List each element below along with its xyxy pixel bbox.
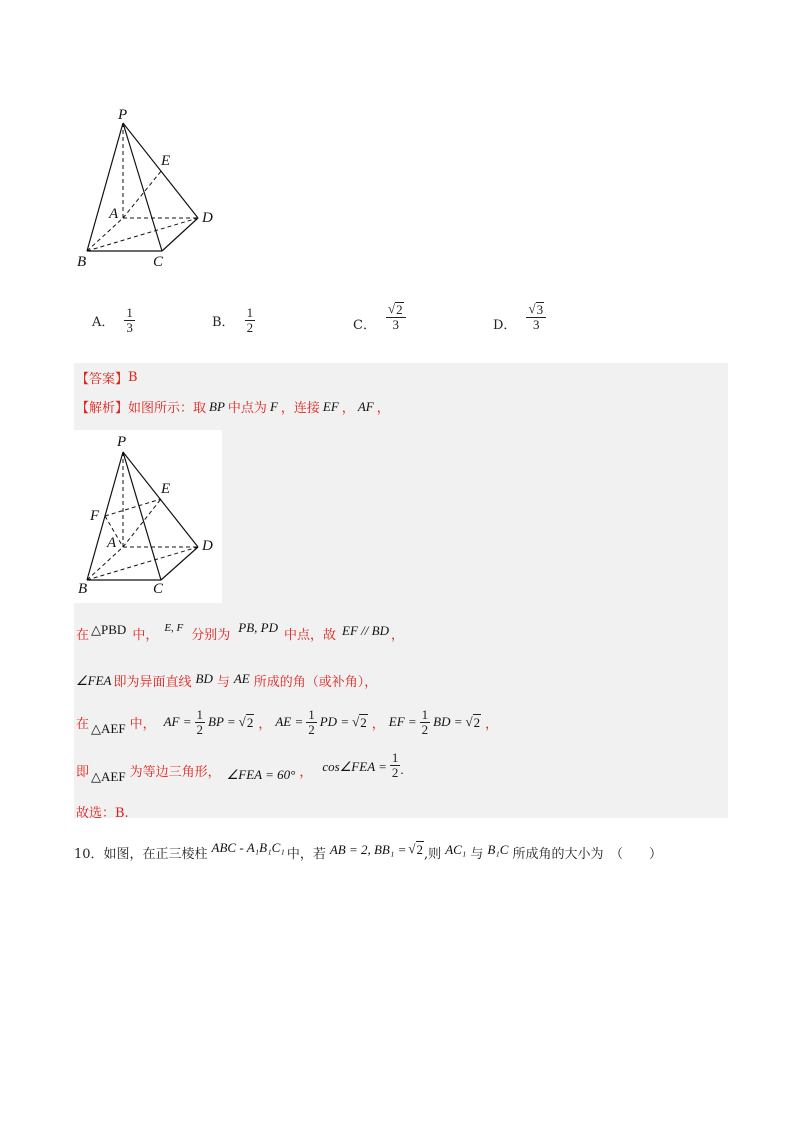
solution-line-3: 在 △AEF 中， AF = $\frac{1}{2}$ BP = √ 2 ， AE = $\frac{1}{2}$ PD = √ 2 ， EF = $\frac{1}{2}$ BD = √ 2 ， — [76, 706, 499, 737]
fraction: $\frac{1}{3}$ — [126, 305, 133, 335]
fraction: √ 3 3 — [526, 302, 546, 332]
option-letter: A． — [92, 315, 115, 330]
option-d[interactable] — [493, 300, 546, 333]
option-b[interactable] — [212, 306, 255, 335]
label-b: B — [77, 254, 87, 270]
label-d: D — [202, 538, 213, 554]
solution-line-4: 即 △AEF 为等边三角形， ∠FEA = 60° ， cos∠FEA = $\frac{1}{2}$ . — [76, 749, 404, 784]
answer-line — [76, 368, 138, 387]
label-a: A — [107, 535, 117, 551]
option-a[interactable] — [92, 306, 135, 335]
label-f: F — [90, 508, 100, 524]
fraction: $\frac{1}{2}$ — [246, 305, 254, 335]
label-d: D — [202, 210, 213, 226]
option-c[interactable] — [353, 300, 406, 333]
solution-line-1: 在 △PBD 中， E, F 分别为 PB, PD 中点，故 EF // BD ， — [76, 619, 404, 643]
solution-line-2: ∠FEA 即为异面直线 BD 与 AE 所成的角（或补角）， — [76, 670, 378, 690]
answer-tag: 【答案】 — [76, 372, 129, 387]
label-p: P — [118, 107, 128, 123]
label-a: A — [109, 206, 119, 222]
question-10: 10．如图，在正三棱柱 ABC - A₁B₁C₁ 中，若 AB = 2, BB₁ = √ 2 ,则 AC₁ 与 B₁C 所成角的大小为 （ ） — [74, 839, 662, 862]
option-letter: D． — [493, 318, 517, 333]
label-b: B — [78, 581, 88, 597]
option-letter: B． — [212, 315, 235, 330]
label-c: C — [153, 254, 164, 270]
fraction: √ 2 3 — [386, 302, 406, 332]
label-e: E — [161, 481, 171, 497]
label-p: P — [117, 434, 127, 450]
analysis-line: 【解析】 如图所示：取 BP 中点为 F ，连接 EF ， AF ， — [76, 398, 390, 416]
label-c: C — [153, 581, 164, 597]
option-letter: C． — [353, 318, 376, 333]
label-e: E — [161, 153, 171, 169]
pyramid-figure — [70, 105, 230, 270]
solution-conclusion: 故选：B. — [76, 806, 129, 821]
answer-value: B — [128, 370, 138, 385]
